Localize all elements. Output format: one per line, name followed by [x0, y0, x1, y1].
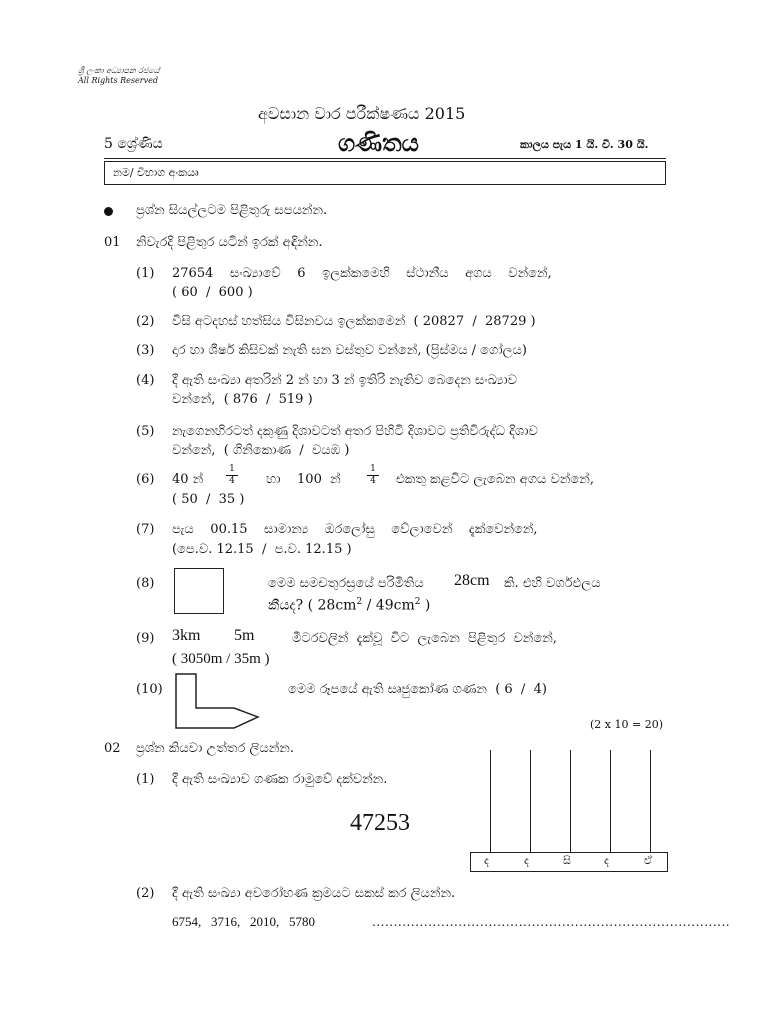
- bullet-icon: [104, 207, 113, 216]
- instruction: ප්‍රශ්න සියල්ලටම පිළිතුරු සපයන්න.: [136, 203, 328, 218]
- q1-item8-text-a: මෙම සමචතුරස්‍රයේ පරිමිතිය: [268, 576, 424, 591]
- square-figure: [174, 568, 224, 614]
- q2-number: 02: [104, 741, 121, 756]
- q1-title: නිවැරදි පිළිතුර යටින් ඉරක් අඳින්න.: [136, 235, 323, 250]
- q1-item4-options: වන්නේ, ( 876 / 519 ): [172, 392, 313, 407]
- place-label-2: ද: [524, 854, 529, 867]
- name-field[interactable]: [104, 161, 666, 185]
- fraction-denominator: 4: [226, 475, 238, 487]
- fraction-numerator: 1: [229, 464, 235, 474]
- header-rule: [104, 158, 666, 159]
- name-label: නම/ විභාග අංකයෘ: [113, 166, 199, 179]
- abacus-rod-4: [610, 750, 611, 852]
- q1-item9-text: මීටරවලින් දැක්වූ විට ලැබෙන පිළිතුර වන්නේ,: [292, 631, 557, 646]
- q1-item9-km: 3km: [172, 627, 201, 644]
- superscript: 2: [356, 597, 363, 607]
- subject-title: ගණිතය: [338, 128, 419, 157]
- abacus-rod-5: [650, 750, 651, 852]
- place-label-1: ද: [484, 854, 489, 867]
- q1-item10-text: මෙම රූපයේ ඇති සෘජුකෝණ ගණන ( 6 / 4): [288, 682, 547, 697]
- abacus-rod-1: [490, 750, 491, 852]
- abacus-base: [470, 852, 668, 872]
- exam-title: අවසාන වාර පරීක්ෂණය 2015: [258, 104, 466, 123]
- option-a-text: කීයද? ( 28cm: [268, 597, 357, 614]
- copyright-notice: [78, 66, 159, 86]
- abacus-frame: [458, 750, 668, 876]
- q1-item8-text-c: කි. එහි වර්ගඵලය: [504, 576, 601, 591]
- all-rights-reserved: All Rights Reserved: [78, 76, 158, 85]
- q1-item4-text: දී ඇති සංඛ්‍යා අතරින් 2 න් හා 3 න් ඉතිරි නැතිව බෙදෙන සංඛ්‍යාව: [172, 373, 518, 388]
- q2-item2-number: (2): [136, 886, 155, 901]
- q1-item1-text: 27654 සංඛ්‍යාවේ 6 ඉලක්කමෙහි ස්ථානීය අගය වන්නේ,: [172, 266, 552, 281]
- q1-item5-text: නැගෙනහිරටත් දකුණු දිශාවටත් අතර පිහිටි දිශාවට ප්‍රතිවිරුද්ධ දිශාව: [172, 424, 538, 439]
- q1-item9-options: ( 3050m / 35m ): [172, 651, 270, 667]
- q1-item8-number: (8): [136, 576, 155, 591]
- q1-item7-text: පැය 00.15 සාමාන්‍ය ඔරලෝසු වේලාවෙන් දැක්වෙන්නේ,: [172, 522, 538, 537]
- fraction-denominator: 4: [367, 475, 379, 487]
- grade-label: 5 ශ්‍රේණිය: [104, 136, 163, 152]
- q1-item2-text: විසි අටදහස් හත්සිය විසිනවය ඉලක්කමෙන් ( 20827 / 28729 ): [172, 314, 536, 329]
- q1-marks: (2 x 10 = 20): [590, 718, 663, 731]
- abacus-rod-3: [570, 750, 571, 852]
- option-b-text: / 49cm: [362, 597, 415, 614]
- q1-number: 01: [104, 235, 121, 250]
- q1-item6-text-c: එකතු කළවිට ලැබෙන අගය වන්නේ,: [396, 472, 594, 487]
- q1-item8-options: [268, 597, 430, 614]
- q1-item6-number: (6): [136, 472, 155, 487]
- copyright-sinhala: ශ්‍රී ලංකා අධ්‍යාපන රජයේ: [78, 66, 160, 75]
- q1-item5-number: (5): [136, 424, 155, 439]
- q1-item7-options: (පෙ.ව. 12.15 / ප.ව. 12.15 ): [172, 542, 352, 557]
- place-label-3: සි: [563, 854, 571, 867]
- time-allowed: කාලය පැය 1 යි. වි. 30 යි.: [520, 138, 649, 151]
- q1-item7-number: (7): [136, 522, 155, 537]
- number-to-represent: 47253: [350, 810, 410, 836]
- q1-item9-number: (9): [136, 631, 155, 646]
- q1-item6-text-a: 40 න්: [172, 472, 204, 487]
- q1-item9-m: 5m: [234, 627, 255, 644]
- q1-item6-options: ( 50 / 35 ): [172, 492, 245, 507]
- q1-item4-number: (4): [136, 373, 155, 388]
- q1-item3-text: දාර හා ශීර්ෂ කිසිවක් නැති ඝන වස්තුව වන්නේ, (ප්‍රිස්මය / ගෝලය): [172, 343, 527, 358]
- fraction-quarter-1: [226, 464, 238, 487]
- q1-item1-number: (1): [136, 266, 155, 281]
- q1-item2-number: (2): [136, 314, 155, 329]
- q1-item6-text-b: හා 100 න්: [266, 472, 341, 487]
- q1-item3-number: (3): [136, 343, 155, 358]
- superscript: 2: [414, 597, 421, 607]
- q2-item2-text: දී ඇති සංඛ්‍යා අවරෝහණ ක්‍රමයට සකස් කර ලියන්න.: [172, 886, 456, 901]
- option-close: ): [420, 597, 431, 614]
- l-shape-figure: [174, 672, 260, 732]
- fraction-numerator: 1: [370, 464, 376, 474]
- q1-item1-options: ( 60 / 600 ): [172, 285, 253, 300]
- q2-title: ප්‍රශ්න කියවා උත්තර ලියන්න.: [136, 741, 294, 756]
- fraction-quarter-2: [367, 464, 379, 487]
- q1-item5-options: වන්නේ, ( ගිනිකොණ / වයඹ ): [172, 443, 350, 458]
- q1-item8-perimeter: 28cm: [454, 572, 490, 589]
- q2-item1-number: (1): [136, 772, 155, 787]
- answer-line[interactable]: ...................................................................................: [372, 915, 731, 929]
- q1-item10-number: (10): [136, 682, 163, 697]
- place-label-5: ඒ: [644, 854, 653, 867]
- numbers-to-sort: 6754, 3716, 2010, 5780: [172, 914, 315, 929]
- place-label-4: ද: [604, 854, 609, 867]
- abacus-rod-2: [530, 750, 531, 852]
- q2-item1-text: දී ඇති සංඛ්‍යාව ගණක රාමුවේ දක්වන්න.: [172, 772, 388, 787]
